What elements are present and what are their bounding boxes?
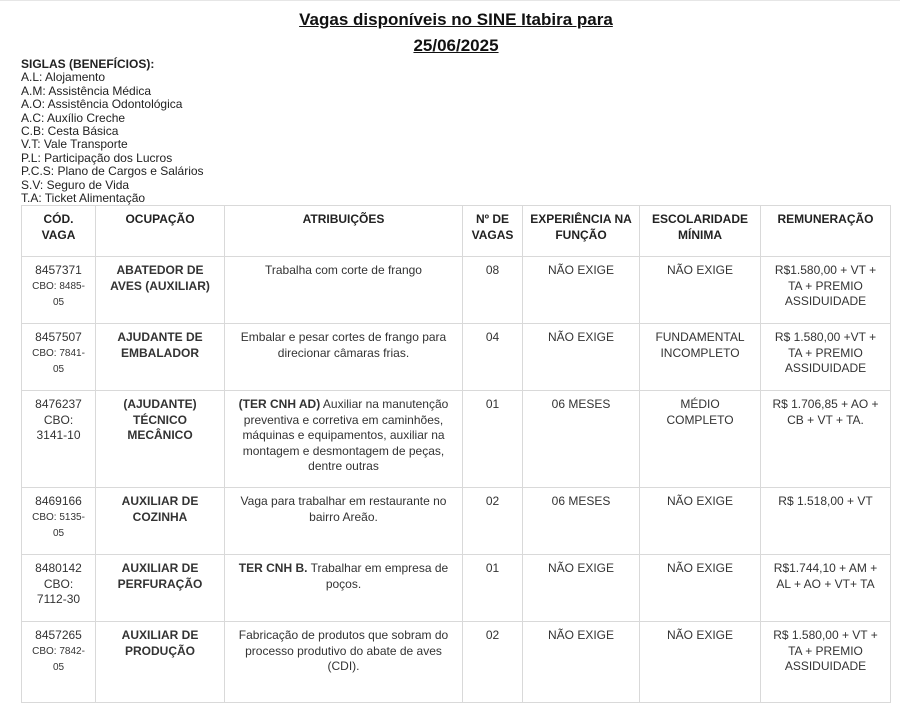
cell-ocupacao: AUXILIAR DE PRODUÇÃO [96, 622, 225, 703]
cell-codigo [22, 488, 96, 555]
job-code: 8457371 [35, 263, 82, 277]
job-code: 8457265 [35, 628, 82, 642]
benefits-legend [21, 58, 204, 205]
header-vagas: Nº DE VAGAS [463, 206, 523, 257]
cell-ocupacao: ABATEDOR DE AVES (AUXILIAR) [96, 257, 225, 324]
atribuicoes-text: Fabricação de produtos que sobram do processo produtivo do abate de aves (CDI). [238, 628, 449, 673]
cell-codigo [22, 555, 96, 622]
legend-item-sv: S.V: Seguro de Vida [21, 177, 130, 192]
cell-ocupacao: (AJUDANTE) TÉCNICO MECÂNICO [96, 391, 225, 488]
table-header-row [22, 206, 891, 257]
table-row [22, 391, 891, 488]
benefits-legend-heading: SIGLAS (BENEFÍCIOS): [21, 57, 155, 71]
legend-item-al: A.L: Alojamento [21, 70, 106, 85]
atribuicoes-text: Auxiliar na manutenção preventiva e corretiva em caminhões, máquinas e equipamentos, auxiliar na montagem e desmontagem de peças, dentre outras [242, 397, 449, 473]
job-code: 8469166 [35, 494, 82, 508]
cell-remuneracao: R$ 1.518,00 + VT [761, 488, 891, 555]
cell-atribuicoes [225, 488, 463, 555]
cell-experiencia: NÃO EXIGE [523, 622, 640, 703]
cell-escolaridade: MÉDIO COMPLETO [640, 391, 761, 488]
cell-experiencia: NÃO EXIGE [523, 555, 640, 622]
legend-item-ao: A.O: Assistência Odontológica [21, 97, 183, 112]
cbo-code: CBO: 7842-05 [32, 645, 85, 673]
cell-escolaridade: NÃO EXIGE [640, 622, 761, 703]
cell-vagas: 01 [463, 391, 523, 488]
cell-escolaridade: NÃO EXIGE [640, 555, 761, 622]
cell-remuneracao: R$ 1.706,85 + AO + CB + VT + TA. [761, 391, 891, 488]
cell-remuneracao: R$1.744,10 + AM + AL + AO + VT+ TA [761, 555, 891, 622]
job-code: 8476237 [35, 397, 82, 411]
page-title-line-1: Vagas disponíveis no SINE Itabira para [299, 10, 613, 29]
cell-ocupacao: AUXILIAR DE COZINHA [96, 488, 225, 555]
job-openings-table [21, 205, 891, 703]
cell-experiencia: 06 MESES [523, 488, 640, 555]
cell-codigo [22, 622, 96, 703]
atribuicoes-text: Trabalha com corte de frango [265, 263, 422, 277]
page-top-rule [0, 0, 900, 1]
cell-escolaridade: NÃO EXIGE [640, 488, 761, 555]
cbo-code: CBO: 8485-05 [32, 280, 85, 308]
cbo-code: CBO: 3141-10 [36, 412, 81, 442]
cell-codigo [22, 257, 96, 324]
legend-item-vt: V.T: Vale Transporte [21, 137, 128, 152]
header-ocupacao: OCUPAÇÃO [96, 206, 225, 257]
atribuicoes-text: Vaga para trabalhar em restaurante no bairro Areão. [240, 494, 447, 524]
cell-ocupacao: AUXILIAR DE PERFURAÇÃO [96, 555, 225, 622]
cell-escolaridade: FUNDAMENTAL INCOMPLETO [640, 324, 761, 391]
cbo-code: CBO: 7841-05 [32, 347, 85, 375]
table-row [22, 488, 891, 555]
cbo-code: CBO: 7112-30 [36, 576, 81, 606]
cell-atribuicoes [225, 324, 463, 391]
header-escolaridade: ESCOLARIDADE MÍNIMA [640, 206, 761, 257]
cell-vagas: 08 [463, 257, 523, 324]
cell-vagas: 01 [463, 555, 523, 622]
atribuicoes-requirement: (TER CNH AD) [238, 397, 321, 411]
cell-experiencia: NÃO EXIGE [523, 257, 640, 324]
table-row [22, 555, 891, 622]
header-atribuicoes: ATRIBUIÇÕES [225, 206, 463, 257]
cell-ocupacao: AJUDANTE DE EMBALADOR [96, 324, 225, 391]
cell-vagas: 02 [463, 488, 523, 555]
atribuicoes-text: Embalar e pesar cortes de frango para direcionar câmaras frias. [240, 330, 447, 360]
page-title [0, 7, 900, 59]
cell-atribuicoes [225, 257, 463, 324]
header-remuneracao: REMUNERAÇÃO [761, 206, 891, 257]
atribuicoes-requirement: TER CNH B. [238, 561, 308, 575]
cell-experiencia: NÃO EXIGE [523, 324, 640, 391]
cell-atribuicoes [225, 555, 463, 622]
legend-item-ta: T.A: Ticket Alimentação [21, 191, 146, 206]
page-title-date: 25/06/2025 [413, 36, 499, 55]
table-row [22, 324, 891, 391]
cell-codigo [22, 391, 96, 488]
cell-remuneracao: R$1.580,00 + VT + TA + PREMIO ASSIDUIDADE [761, 257, 891, 324]
header-codigo: CÓD. VAGA [22, 206, 96, 257]
cell-vagas: 02 [463, 622, 523, 703]
cell-atribuicoes [225, 622, 463, 703]
cbo-code: CBO: 5135-05 [32, 511, 85, 539]
table-row [22, 257, 891, 324]
cell-remuneracao: R$ 1.580,00 +VT + TA + PREMIO ASSIDUIDADE [761, 324, 891, 391]
cell-vagas: 04 [463, 324, 523, 391]
legend-item-am: A.M: Assistência Médica [21, 83, 152, 98]
cell-experiencia: 06 MESES [523, 391, 640, 488]
cell-atribuicoes [225, 391, 463, 488]
legend-item-pcs: P.C.S: Plano de Cargos e Salários [21, 164, 204, 179]
table-row [22, 622, 891, 703]
cell-remuneracao: R$ 1.580,00 + VT + TA + PREMIO ASSIDUIDADE [761, 622, 891, 703]
header-experiencia: EXPERIÊNCIA NA FUNÇÃO [523, 206, 640, 257]
job-code: 8457507 [35, 330, 82, 344]
cell-codigo [22, 324, 96, 391]
job-code: 8480142 [35, 561, 82, 575]
legend-item-ac: A.C: Auxílio Creche [21, 110, 126, 125]
legend-item-cb: C.B: Cesta Básica [21, 124, 119, 139]
cell-escolaridade: NÃO EXIGE [640, 257, 761, 324]
legend-item-pl: P.L: Participação dos Lucros [21, 150, 173, 165]
atribuicoes-text: Trabalhar em empresa de poços. [307, 561, 449, 591]
